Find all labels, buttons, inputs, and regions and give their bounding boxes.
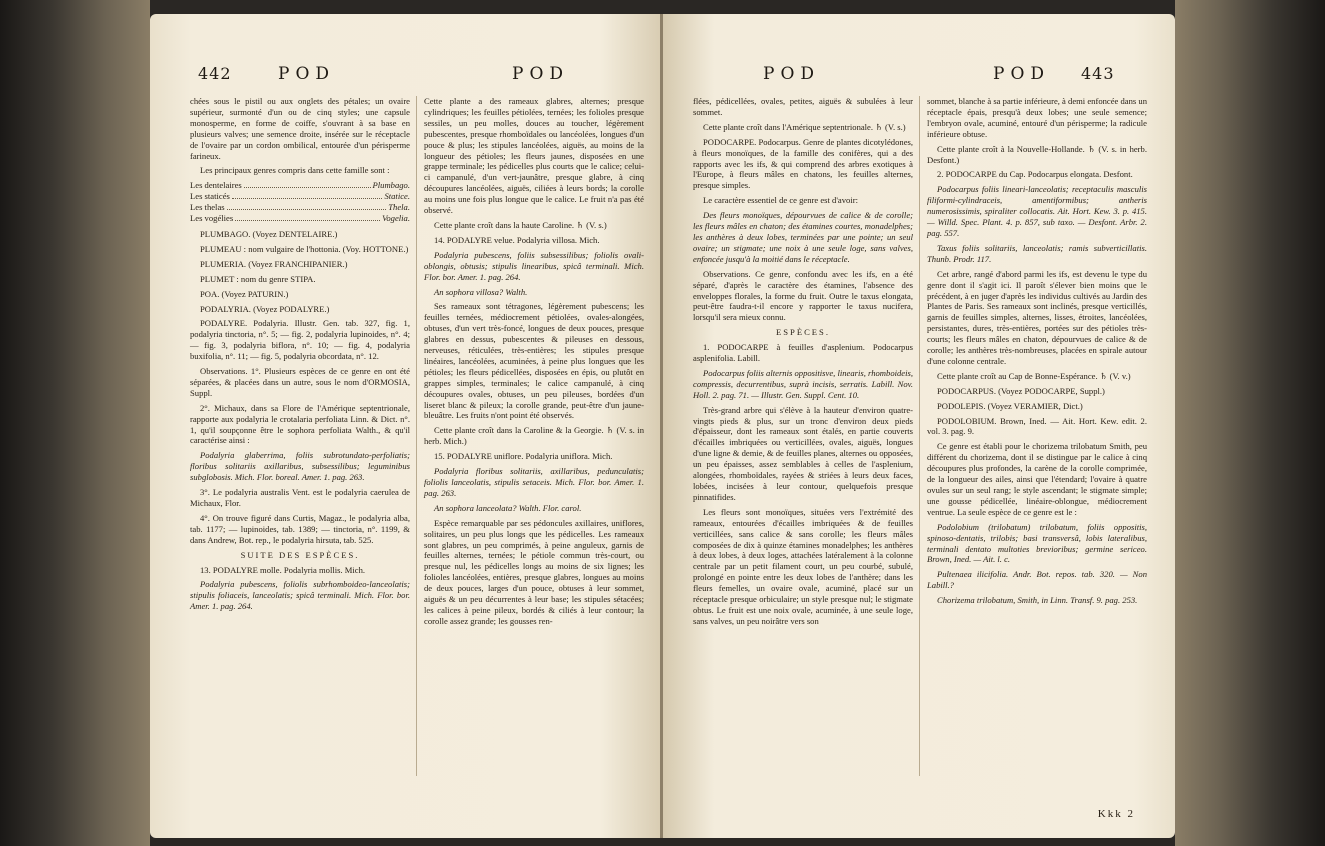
entry: PLUMERIA. (Voyez FRANCHIPANIER.) — [200, 258, 348, 269]
latin-diagnosis: Podalyria pubescens, foliis subsessilibus; foliolis ovali-oblongis, obtusis; stipulis linearibus, spicâ terminali. Mich. Flor. bor. Amer. 1. pag. 264. — [424, 249, 644, 282]
book-edge-right — [1175, 0, 1325, 846]
paragraph: Les principaux genres compris dans cette famille sont : — [200, 165, 390, 176]
index-row: Les staticés Statice. — [190, 191, 410, 202]
paragraph: sommet, blanche à sa partie inférieure, à demi enfoncée dans un réceptacle épais, presqu'à deux lobes; une seule semence; l'embryon ovale, acuminé, entouré d'un périsperme; la radicule inférieure obtuse. — [927, 96, 1148, 139]
latin-diagnosis: Podocarpus foliis lineari-lanceolatis; receptaculis masculis filiformi-cylindraceis, amentiformibus; antheris numerosissimis, spiraliter collocatis. Ait. Hort. Kew. 3. p. 415. — Willd. Spec. Plant. 4. p. 857, sub taxo. — Desfont. Arbr. 2. pag. 557. — [927, 184, 1147, 238]
book-edge-left — [0, 0, 150, 846]
running-head: POD — [763, 64, 821, 84]
paragraph: 3°. Le podalyria australis Vent. est le podalyria caerulea de Michaux, Flor. — [190, 487, 410, 508]
species-heading: 15. PODALYRE uniflore. Podalyria uniflora. Mich. — [434, 451, 613, 462]
section-heading: ESPÈCES. — [776, 327, 830, 338]
paragraph: Très-grand arbre qui s'élève à la hauteur d'environ quatre-vingts pieds & plus, sur un tronc d'environ deux pieds d'épaisseur, dont les rameaux sont étalés, en partie couverts d'écailles imbriquées ou verticillées, ovales, aiguës, longues d'une ligne & demie, & de feuilles planes, alternes ou opposées, un peu épaisses, assez semblables à celles de l'asplenium, alongées, rhomboïdales, rayées & striées à leurs deux faces, lobées, incisées à leur contour, quelquefois presque pinnatifides. — [693, 404, 913, 502]
species-heading: 13. PODALYRE molle. Podalyria mollis. Mich. — [200, 564, 366, 575]
paragraph: flées, pédicellées, ovales, petites, aiguës & subulées à leur sommet. — [693, 96, 913, 117]
latin-diagnosis: Podolobium (trilobatum) trilobatum, foliis oppositis, spinoso-dentatis, trilobis; basi transversâ, lobis lateralibus, terminali dentato multoties brevioribus; germine sericeo. Brown, Ined. — Ait. l. c. — [927, 521, 1147, 565]
synonym: Taxus foliis solitariis, lanceolatis; ramis subverticillatis. Thunb. Prodr. 117. — [927, 242, 1147, 264]
paragraph: Cette plante croît au Cap de Bonne-Espérance. ♄ (V. v.) — [937, 370, 1131, 381]
paragraph: Cette plante croît à la Nouvelle-Hollande. ♄ (V. s. in herb. Desfont.) — [927, 143, 1147, 165]
paragraph: Le caractère essentiel de ce genre est d'avoir: — [703, 195, 858, 206]
index-row: Les dentelaires Plumbago. — [190, 180, 410, 191]
entry: PLUMET : nom du genre STIPA. — [200, 273, 316, 284]
index-row: Les vogélies Vogelia. — [190, 213, 410, 224]
left-page — [150, 14, 662, 838]
latin-diagnosis: Podalyria glaberrima, foliis subrotundato-perfoliatis; floribus solitariis axillaribus, subsessilibus; leguminibus subglobosis. Mich. Flor. boreal. Amer. 1. pag. 263. — [190, 450, 410, 483]
synonym: An sophora villosa? Walth. — [434, 286, 528, 297]
species-heading: 1. PODOCARPE à feuilles d'asplenium. Podocarpus asplenifolia. Labill. — [693, 342, 913, 364]
paragraph: Cette plante croît dans l'Amérique septentrionale. ♄ (V. s.) — [703, 121, 906, 132]
paragraph: Les fleurs sont monoïques, situées vers l'extrémité des rameaux, entourées d'écailles imbriquées & de feuilles verticillées, sans calice & sans corolle; les fleurs mâles composées de dix à quinze étamines monadelphes; les anthères à deux lobes, à deux loges, attachées latéralement à la colonne centrale par un petit filament court, un peu courbé, subulé, prolongé en pointe entre les deux lobes de l'anthère; dans les fleurs femelles, un ovaire ovale, acuminé, placé sur un réceptacle presque orbiculaire; un style presque nul; le stigmate obtus. Le fruit est une noix ovale, acuminée, à une seule loge, sans valves, un peu noirâtre vers son — [693, 506, 913, 626]
paragraph: Observations. 1°. Plusieurs espèces de ce genre en ont été séparées, & placées dans un autre, sous le nom d'ORMOSIA, Suppl. — [190, 366, 410, 398]
genus-character: Des fleurs monoïques, dépourvues de calice & de corolle; les fleurs mâles en chaton; des étamines courtes, monadelphes; les anthères à deux lobes, terminées par une pointe; un seul ovaire; un stigmate; une noix à une seule loge, sans valves, enfoncée jusqu'à la moitié dans le réceptacle. — [693, 210, 913, 264]
section-heading: SUITE DES ESPÈCES. — [240, 549, 360, 560]
paragraph: Cette plante croît dans la haute Caroline. ♄ (V. s.) — [434, 219, 607, 230]
entry: PLUMEAU : nom vulgaire de l'hottonia. (Voy. HOTTONE.) — [200, 243, 409, 254]
right-page — [663, 14, 1175, 838]
column-rule — [919, 96, 920, 776]
latin-diagnosis: Podocarpus foliis alternis oppositisve, linearis, rhomboideis, compressis, decurrentibus, suprà incisis, serratis. Labill. Nov. Holl. 2. pag. 71. — Illustr. Gen. Suppl. Cent. 10. — [693, 367, 913, 400]
synonym: Chorizema trilobatum, Smith, in Linn. Transf. 9. pag. 253. — [937, 595, 1138, 606]
index-row: Les thelas Thela. — [190, 202, 410, 213]
species-heading: 2. PODOCARPE du Cap. Podocarpus elongata. Desfont. — [937, 169, 1133, 180]
latin-diagnosis: Podalyria pubescens, foliolis subrhomboideo-lanceolatis; stipulis foliaceis, lanceolatis; spicâ terminali. Mich. Flor. bor. Amer. 1. pag. 264. — [190, 579, 410, 612]
page-number-left: 442 — [198, 64, 232, 83]
paragraph: Cet arbre, rangé d'abord parmi les ifs, est devenu le type du genre dont il s'agit ici. Il paroît s'élever bien moins que le précédent, à en juger d'après les individus cultivés au Jardin des Plantes de Paris. Ses rameaux sont inclinés, presque verticillés, garnis de feuilles simples, alternes, lisses, étroites, lancéolées, persistantes, dures, très-entières, portées sur des pétioles très-courts; les fleurs mâles en chaton, dépourvues de calice & de corolle; les anthères très-nombreuses, placées en spirale autour d'une colonne centrale. — [927, 268, 1147, 366]
latin-diagnosis: Podalyria floribus solitariis, axillaribus, pedunculatis; foliolis lanceolatis, stipulis setaceis. Mich. Flor. bor. Amer. 1. pag. 263. — [424, 466, 644, 498]
genus-heading: PODOLOBIUM. Brown, Ined. — Ait. Hort. Kew. edit. 2. vol. 3. pag. 9. — [927, 415, 1147, 437]
entry: PODALYRIA. (Voyez PODALYRE.) — [200, 303, 330, 314]
text-column-1 — [693, 96, 913, 631]
running-head: POD — [512, 64, 570, 84]
column-rule — [416, 96, 417, 776]
running-head: POD — [993, 64, 1051, 84]
paragraph: Cette plante croît dans la Caroline & la Georgie. ♄ (V. s. in herb. Mich.) — [424, 425, 644, 447]
entry: POA. (Voyez PATURIN.) — [200, 288, 289, 299]
entry: PODOCARPUS. (Voyez PODOCARPE, Suppl.) — [937, 385, 1105, 396]
paragraph: Ce genre est établi pour le chorizema trilobatum Smith, peu différent du chorizema, dont il se distingue par le calice à cinq découpures plus profondes, la carène de la corolle comprimée, de la longueur des ailes, ainsi que l'étendard; l'ovaire à quatre ovules sur un seul rang; le style ascendant; le stigmate simple; une gousse pédicellée, linéaire-oblongue, médiocrement ventrue. La seule espèce de ce genre est le : — [927, 441, 1147, 517]
text-column-1 — [190, 96, 410, 616]
text-column-2 — [424, 96, 644, 631]
paragraph: Cette plante a des rameaux glabres, alternes; presque cylindriques; les feuilles pétiolées, ternées; les folioles presque sessiles, un peu molles, douces au toucher, légèrement pubescentes, presque rhomboïdales ou lancéolées, longues d'un pouce & plus; les stipules lancéolées, aiguës, au moins de la longueur des pétioles; les fleurs jaunes, disposées en une grappe terminale; les pédicelles plus courts que le calice; celui-ci campanulé, d'un vert-jaunâtre, presque glabre, à cinq découpures lancéolées, aiguës, ciliées à leurs bords; la corolle au moins une fois plus longue que le calice. Le fruit n'a pas été observé. — [424, 96, 644, 216]
entry: PODALYRE. Podalyria. Illustr. Gen. tab. 327, fig. 1, podalyria tinctoria, n°. 5; — fig. 2, podalyria lupinoides, n°. 4; — fig. 3, podalyria biflora, n°. 10; — fig. 4, podalyria buxifolia, n°. 11; — fig. 5, podalyria obcordata, n°. 12. — [190, 318, 410, 362]
species-heading: 14. PODALYRE velue. Podalyria villosa. Mich. — [434, 234, 600, 245]
entry: PLUMBAGO. (Voyez DENTELAIRE.) — [200, 228, 338, 239]
paragraph: Espèce remarquable par ses pédoncules axillaires, uniflores, solitaires, un peu plus longs que les pédicelles. Les rameaux sont glabres, un peu comprimés, à peine anguleux, garnis de feuilles alternes, ternées; le pétiole commun très-court, ou presque nul, les pédicelles longs au moins de six lignes; les folioles lancéolées, entières, presque glabres, longues au moins de deux pouces, larges d'un pouce, obtuses à leur sommet, aiguës & un peu décurrentes à leur base; les stipules sétacées; les calices à peine pileux, bordés & ciliés à leur contour; la corolle assez grande; les gousses ren- — [424, 517, 644, 626]
synonym: Pultenaea ilicifolia. Andr. Bot. repos. tab. 320. — Non Labill.? — [927, 569, 1147, 591]
genus-heading: PODOCARPE. Podocarpus. Genre de plantes dicotylédones, à fleurs monoïques, de la famille des conifères, qui a des rapports avec les ifs, & qui comprend des arbres exotiques à l'Europe, à fleurs mâles en chatons, les feuilles alternes, presque simples. — [693, 136, 913, 191]
paragraph: chées sous le pistil ou aux onglets des pétales; un ovaire supérieur, surmonté d'un ou de cinq styles; une capsule monosperme, en forme de coiffe, s'ouvrant à sa base en plusieurs valves; une semence droite, insérée sur le réceptacle de l'ovaire par un cordon ombilical, entourée d'un périsperme farineux. — [190, 96, 410, 161]
paragraph: Ses rameaux sont tétragones, légèrement pubescens; les feuilles ternées, médiocrement pétiolées, ovales-alongées, obtuses, d'un vert très-foncé, longues de deux pouces, presque glabres en dessus, pubescentes & pileuses en dessous, nerveuses, réticulées, très-entières; les stipules presque linéaires, lancéolées, acuminées, à peine plus longues que les pétioles; les fleurs pédicellées, disposées en épis, ou plutôt en grappes simples, terminales; le calice campanulé, à cinq découpures ovales, obtuses, un peu pileuses, bordées d'un liseret blanc & pileux; la corolle grande, peut-être d'un jaune-bleuâtre. Les fruits n'ont point été observés. — [424, 301, 644, 421]
text-column-2 — [927, 96, 1147, 610]
running-head: POD — [278, 64, 336, 84]
paragraph: 4°. On trouve figuré dans Curtis, Magaz., le podalyria alba, tab. 1177; — lupinoides, tab. 1389; — tinctoria, n°. 1199, & dans Andrew, Bot. rep., le podalyria hirsuta, tab. 525. — [190, 512, 410, 545]
synonym: An sophora lanceolata? Walth. Flor. carol. — [434, 502, 582, 513]
page-number-right: 443 — [1081, 64, 1115, 83]
entry: PODOLEPIS. (Voyez VERAMIER, Dict.) — [937, 400, 1083, 411]
signature-mark: Kkk 2 — [1097, 808, 1135, 820]
paragraph: Observations. Ce genre, confondu avec les ifs, en a été séparé, d'après le caractère des étamines, l'absence des enveloppes florales, la forme du fruit. Outre le taxus elongata, peut-être faudra-t-il encore y rapporter le taxus nucifera, lorsqu'il sera mieux connu. — [693, 268, 913, 323]
paragraph: 2°. Michaux, dans sa Flore de l'Amérique septentrionale, rapporte aux podalyria le crotalaria perfoliata Linn. & Dict. n°. 1, qu'il soupçonne être le sophora perfoliata Walth., & qu'il caractérise ainsi : — [190, 402, 410, 446]
